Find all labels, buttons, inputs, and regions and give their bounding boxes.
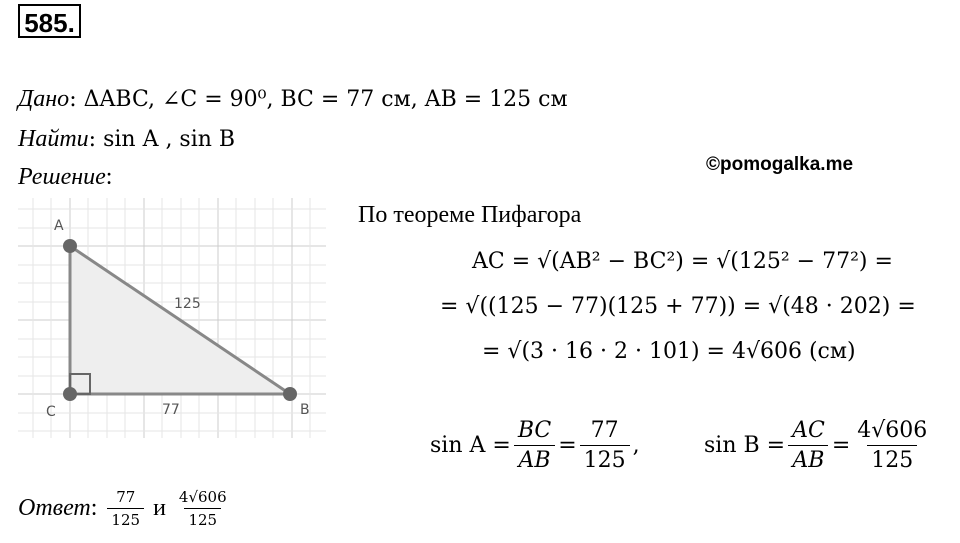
sin-b-ratio-num: AC [792, 418, 825, 443]
sin-b-value-den: 125 [867, 445, 917, 473]
given-label: Дано [18, 86, 70, 112]
answer-a-num: 77 [116, 488, 136, 506]
leg-cb-label: 77 [162, 402, 180, 418]
sin-b-label: sin B = [704, 433, 786, 458]
sin-a-ratio-num: BC [517, 418, 552, 443]
solution-line [18, 164, 112, 191]
sin-a-value-den: 125 [580, 445, 630, 473]
find-text: : sin A , sin B [88, 127, 236, 152]
solution-label: Решение [18, 164, 106, 190]
watermark: ©pomogalka.me [706, 154, 854, 175]
sin-b-value-num: 4√606 [857, 418, 928, 443]
sin-a-value-num: 77 [590, 418, 619, 443]
sin-b-value [853, 418, 931, 473]
find-label: Найти [18, 126, 89, 152]
solution-colon: : [105, 164, 113, 190]
sin-a-formula: sin A = $\frac{BC}{AB}$ = $\frac{77}{125}$ , [430, 418, 640, 473]
vertex-a-label: A [54, 218, 64, 234]
answer-a-den: 125 [107, 508, 144, 529]
pythagoras-title: По теореме Пифагора [358, 202, 582, 228]
answer-fraction-b [175, 488, 231, 529]
answer-b-den: 125 [184, 508, 221, 529]
point-c [63, 387, 77, 401]
problem-number: 585. [18, 4, 81, 38]
find-line [18, 126, 235, 153]
pythagoras-line-1: AC = √(AB² − BC²) = √(125² − 77²) = [472, 249, 893, 274]
point-a [63, 239, 77, 253]
vertex-c-label: C [46, 404, 56, 420]
given-line [18, 86, 568, 113]
sin-a-label: sin A = [430, 433, 511, 458]
triangle-figure [18, 198, 326, 438]
sin-b-formula: sin B = $\frac{AC}{AB}$ = $\frac{4√606}{125}$ [704, 418, 934, 473]
sin-a-ratio [514, 418, 555, 473]
point-b [283, 387, 297, 401]
pythagoras-line-2: = √((125 − 77)(125 + 77)) = √(48 · 202) = [440, 294, 916, 319]
pythagoras-line-3: = √(3 · 16 · 2 · 101) = 4√606 (см) [482, 339, 856, 364]
sin-a-ratio-den: AB [514, 445, 554, 473]
answer-colon: : [90, 495, 98, 521]
sin-b-ratio-den: AB [788, 445, 828, 473]
answer-line [18, 488, 234, 529]
answer-conjunction: и [153, 495, 166, 521]
sin-b-ratio [788, 418, 829, 473]
answer-label: Ответ [18, 495, 91, 521]
hypotenuse-label: 125 [174, 296, 201, 312]
answer-fraction-a [107, 488, 144, 529]
answer-b-num: 4√606 [178, 488, 227, 506]
sin-a-value [580, 418, 630, 473]
vertex-b-label: B [300, 402, 310, 418]
given-text: : ΔABC, ∠C = 90⁰, BC = 77 см, AB = 125 см [69, 87, 568, 112]
